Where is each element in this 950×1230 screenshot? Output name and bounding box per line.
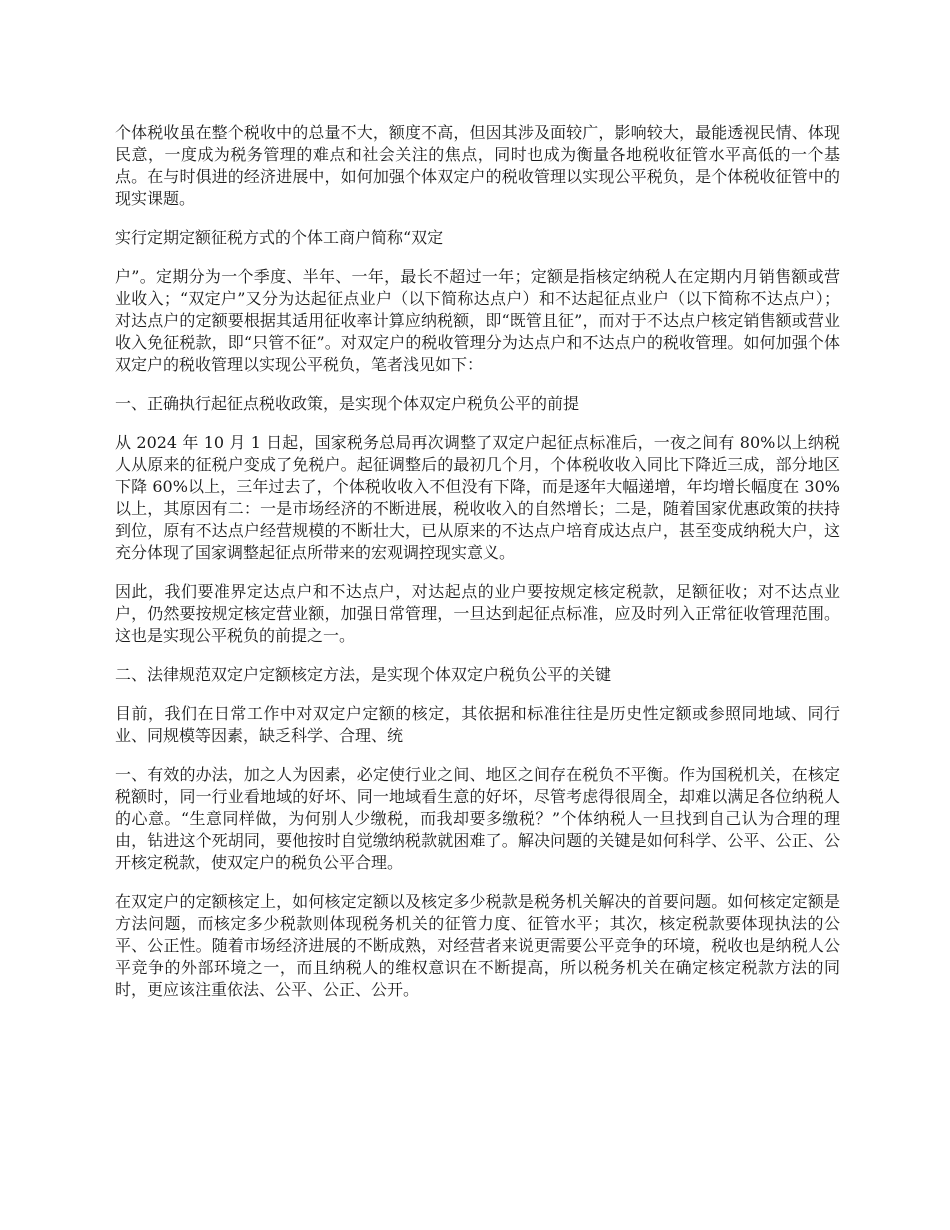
paragraph-current-practice: 目前，我们在日常工作中对双定户定额的核定，其依据和标准往往是历史性定额或参照同地域、同行业、同规模等因素，缺乏科学、合理、统 <box>115 704 840 745</box>
paragraph-intro: 个体税收虽在整个税收中的总量不大，额度不高，但因其涉及面较广，影响较大，最能透视民情、体现民意，一度成为税务管理的难点和社会关注的焦点，同时也成为衡量各地税收征管水平高低的一个基点。在与时俱进的经济进展中，如何加强个体双定户的税收管理以实现公平税负，是个体税收征管中的现实课题。 <box>115 123 840 208</box>
section-heading-1: 一、正确执行起征点税收政策，是实现个体双定户税负公平的前提 <box>115 394 580 413</box>
paragraph-imbalance: 一、有效的办法，加之人为因素，必定使行业之间、地区之间存在税负不平衡。作为国税机关，在核定税额时，同一行业看地域的好坏、同一地域看生意的好坏，尽管考虑得很周全，却难以满足各位纳税人的心意。“生意同样做，为何别人少缴税，而我却要多缴税？”个体纳税人一旦找到自己认为合理的理由，钻进这个死胡同，要他按时自觉缴纳税款就困难了。解决问题的关键是如何科学、公平、公正、公开核定税款，使双定户的税负公平合理。 <box>115 765 840 872</box>
paragraph-definition-start: 实行定期定额征税方式的个体工商户简称“双定 <box>115 228 444 247</box>
paragraph-threshold-history: 从 2024 年 10 月 1 日起，国家税务总局再次调整了双定户起征点标准后，一夜之间有 80%以上纳税人从原来的征税户变成了免税户。起征调整后的最初几个月，个体税收收入同比下降近三成，部分地区下降 60%以上，三年过去了，个体税收收入不但没有下降，而是逐年大幅递增，年均增长幅度在 30%以上，其原因有二：一是市场经济的不断进展，税收收入的自然增长；二是，随着国家优惠政策的扶持到位，原有不达点户经营规模的不断壮大，已从原来的不达点户培育成达点户，甚至变成纳税大户，这充分体现了国家调整起征点所带来的宏观调控现实意义。 <box>115 433 840 562</box>
section-heading-2: 二、法律规范双定户定额核定方法，是实现个体双定户税负公平的关键 <box>115 665 612 684</box>
document-body <box>115 122 840 1018</box>
paragraph-quota-method: 在双定户的定额核定上，如何核定定额以及核定多少税款是税务机关解决的首要问题。如何核定定额是方法问题，而核定多少税款则体现税务机关的征管力度、征管水平；其次，核定税款要体现执法的公平、公正性。随着市场经济进展的不断成熟，对经营者来说更需要公平竞争的环境，税收也是纳税人公平竞争的外部环境之一，而且纳税人的维权意识在不断提高，所以税务机关在确定核定税款方法的同时，更应该注重依法、公平、公正、公开。 <box>115 892 840 999</box>
paragraph-threshold-conclusion: 因此，我们要准界定达点户和不达点户，对达起点的业户要按规定核定税款，足额征收；对不达点业户，仍然要按规定核定营业额，加强日常管理，一旦达到起征点标准，应及时列入正常征收管理范围。这也是实现公平税负的前提之一。 <box>115 582 840 645</box>
paragraph-definition: 户”。定期分为一个季度、半年、一年，最长不超过一年；定额是指核定纳税人在定期内月销售额或营业收入；“双定户”又分为达起征点业户（以下简称达点户）和不达起征点业户（以下简称不达点户）；对达点户的定额要根据其适用征收率计算应纳税额，即“既管且征”，而对于不达点户核定销售额或营业收入免征税款，即“只管不征”。对双定户的税收管理分为达点户和不达点户的税收管理。如何加强个体双定户的税收管理以实现公平税负，笔者浅见如下： <box>115 267 840 374</box>
